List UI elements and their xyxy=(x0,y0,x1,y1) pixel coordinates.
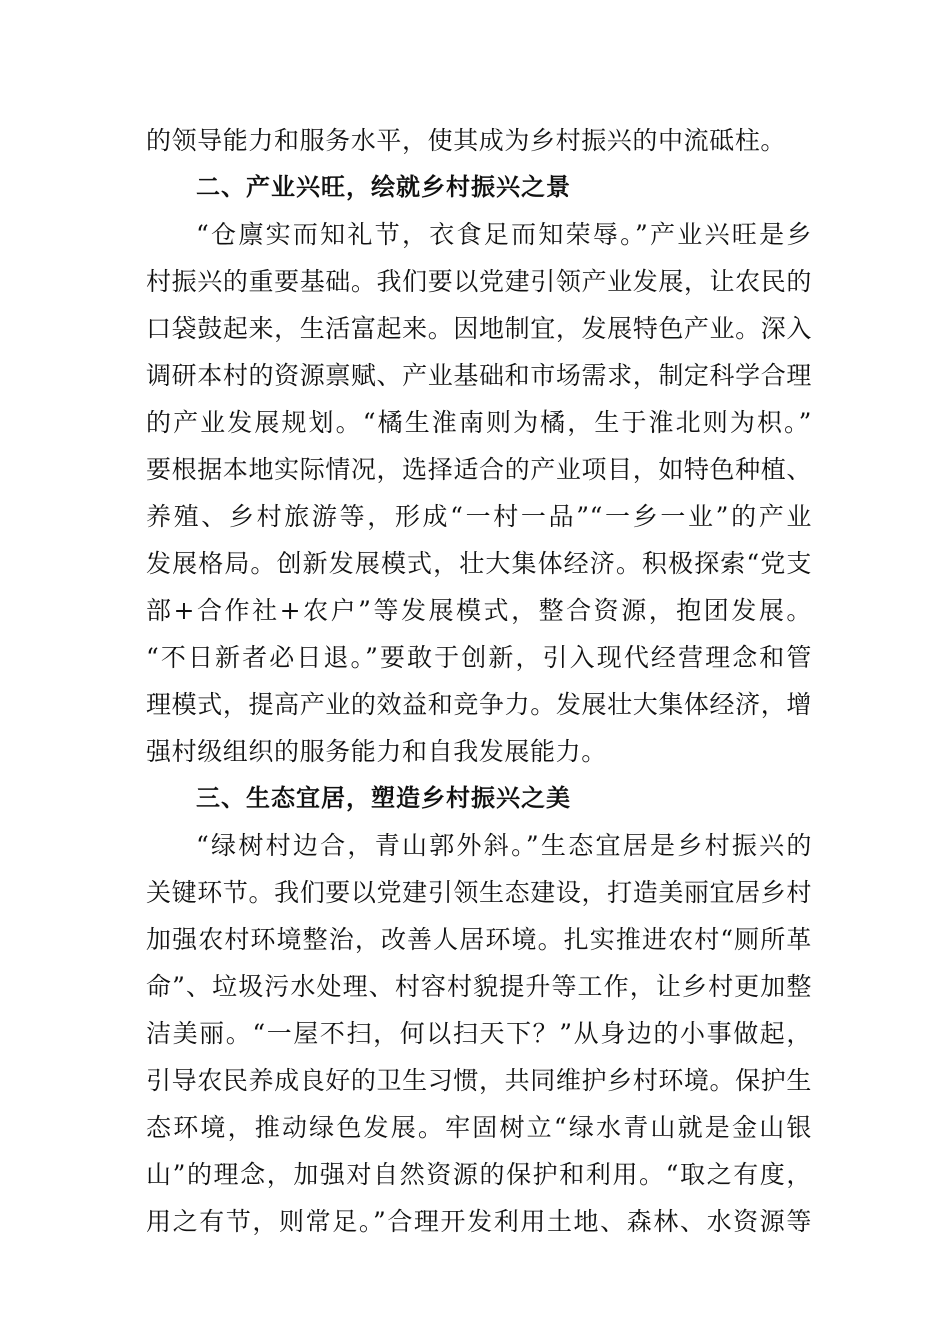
body-text-line: 强村级组织的服务能力和自我发展能力。 xyxy=(146,737,607,766)
body-text-line: “绿树村边合，青山郭外斜。”生态宜居是乡村振兴的 xyxy=(196,831,812,860)
body-text-line: 加强农村环境整治，改善人居环境。扎实推进农村“厕所革 xyxy=(146,925,812,954)
body-text-line: 洁美丽。“一屋不扫，何以扫天下？”从身边的小事做起， xyxy=(146,1019,812,1048)
body-text-line: 发展格局。创新发展模式，壮大集体经济。积极探索“党支 xyxy=(146,549,812,578)
document-body xyxy=(146,117,812,1245)
body-text-line: “仓廪实而知礼节，衣食足而知荣辱。”产业兴旺是乡 xyxy=(196,220,812,249)
body-text-line: 村振兴的重要基础。我们要以党建引领产业发展，让农民的 xyxy=(146,267,812,296)
body-text-line: 调研本村的资源禀赋、产业基础和市场需求，制定科学合理 xyxy=(146,361,812,390)
body-text-line: 关键环节。我们要以党建引领生态建设，打造美丽宜居乡村 xyxy=(146,878,812,907)
section-heading: 三、生态宜居，塑造乡村振兴之美 xyxy=(196,784,571,812)
body-text-line: 的领导能力和服务水平，使其成为乡村振兴的中流砥柱。 xyxy=(146,126,787,155)
body-text-line: 引导农民养成良好的卫生习惯，共同维护乡村环境。保护生 xyxy=(146,1066,812,1095)
body-text-line: 要根据本地实际情况，选择适合的产业项目，如特色种植、 xyxy=(146,455,812,484)
body-text-line: 命”、垃圾污水处理、村容村貌提升等工作，让乡村更加整 xyxy=(146,972,812,1001)
body-text-line: 用之有节，则常足。”合理开发利用土地、森林、水资源等 xyxy=(146,1207,812,1236)
section-heading: 二、产业兴旺，绘就乡村振兴之景 xyxy=(196,173,571,201)
body-text-line: “不日新者必日退。”要敢于创新，引入现代经营理念和管 xyxy=(146,643,812,672)
body-text-line: 理模式，提高产业的效益和竞争力。发展壮大集体经济，增 xyxy=(146,690,812,719)
body-text-line: 的产业发展规划。“橘生淮南则为橘，生于淮北则为枳。” xyxy=(146,408,812,437)
body-text-line: 山”的理念，加强对自然资源的保护和利用。“取之有度， xyxy=(146,1160,812,1189)
body-text-line: 养殖、乡村旅游等，形成“一村一品”“一乡一业”的产业 xyxy=(146,502,812,531)
body-text-line: 部+合作社+农户”等发展模式，整合资源，抱团发展。 xyxy=(146,596,812,625)
body-text-line: 口袋鼓起来，生活富起来。因地制宜，发展特色产业。深入 xyxy=(146,314,812,343)
body-text-line: 态环境，推动绿色发展。牢固树立“绿水青山就是金山银 xyxy=(146,1113,812,1142)
